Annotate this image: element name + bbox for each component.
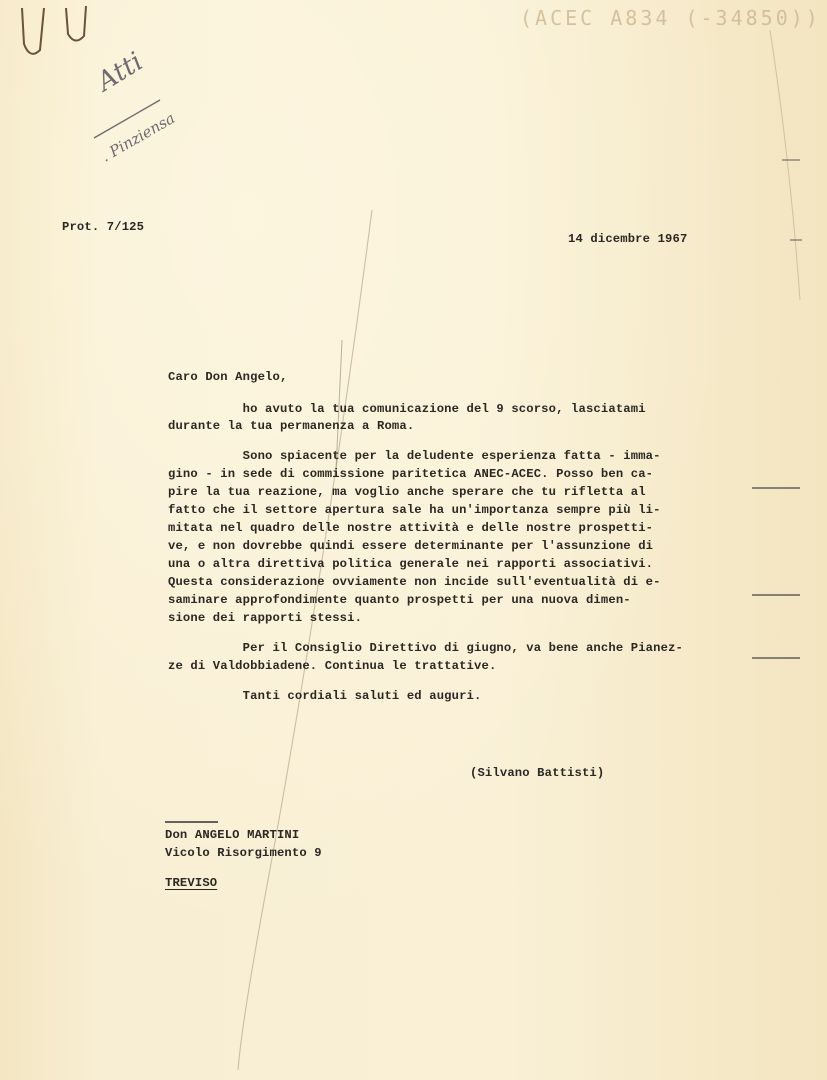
staple-mark-right [66, 6, 86, 41]
body-line: ho avuto la tua comunicazione del 9 scorso, lasciatami [168, 402, 646, 416]
body-line: sione dei rapporti stessi. [168, 611, 363, 625]
salutation: Caro Don Angelo, [168, 370, 288, 384]
recipient-street: Vicolo Risorgimento 9 [165, 846, 322, 860]
body-line: mitata nel quadro delle nostre attività e delle nostre prospetti- [168, 521, 654, 535]
annotation-line-2: . Pinziensa [98, 109, 178, 166]
signature: (Silvano Battisti) [470, 766, 605, 780]
protocol-number: Prot. 7/125 [62, 220, 145, 234]
body-line: ve, e non dovrebbe quindi essere determinante per l'assunzione di [168, 539, 654, 553]
body-line: ze di Valdobbiadene. Continua le trattative. [168, 659, 497, 673]
body-line: Sono spiacente per la deludente esperienza fatta - imma- [168, 449, 661, 463]
body-line: Questa considerazione ovviamente non incide sull'eventualità di e- [168, 575, 661, 589]
recipient-city: TREVISO [165, 876, 218, 890]
fold-line [238, 210, 372, 1070]
body-line: una o altra direttiva politica generale nei rapporti associativi. [168, 557, 654, 571]
edge-crease [770, 30, 800, 300]
body-line: fatto che il settore apertura sale ha un'importanza sempre più li- [168, 503, 661, 517]
body-line: gino - in sede di commissione paritetica ANEC-ACEC. Posso ben ca- [168, 467, 654, 481]
letter-date: 14 dicembre 1967 [568, 232, 688, 246]
annotation-line-1: Atti [92, 46, 149, 98]
body-line: Tanti cordiali saluti ed auguri. [168, 689, 482, 703]
recipient-name: Don ANGELO MARTINI [165, 828, 300, 842]
archive-stamp: (ACEC A834 (-34850)) [520, 6, 821, 30]
body-line: pire la tua reazione, ma voglio anche sperare che tu rifletta al [168, 485, 646, 499]
body-line: saminare approfondimente quanto prospetti per una nuova dimen- [168, 593, 631, 607]
staple-mark-left [22, 8, 44, 54]
body-line: durante la tua permanenza a Roma. [168, 419, 415, 433]
body-line: Per il Consiglio Direttivo di giugno, va bene anche Pianez- [168, 641, 683, 655]
